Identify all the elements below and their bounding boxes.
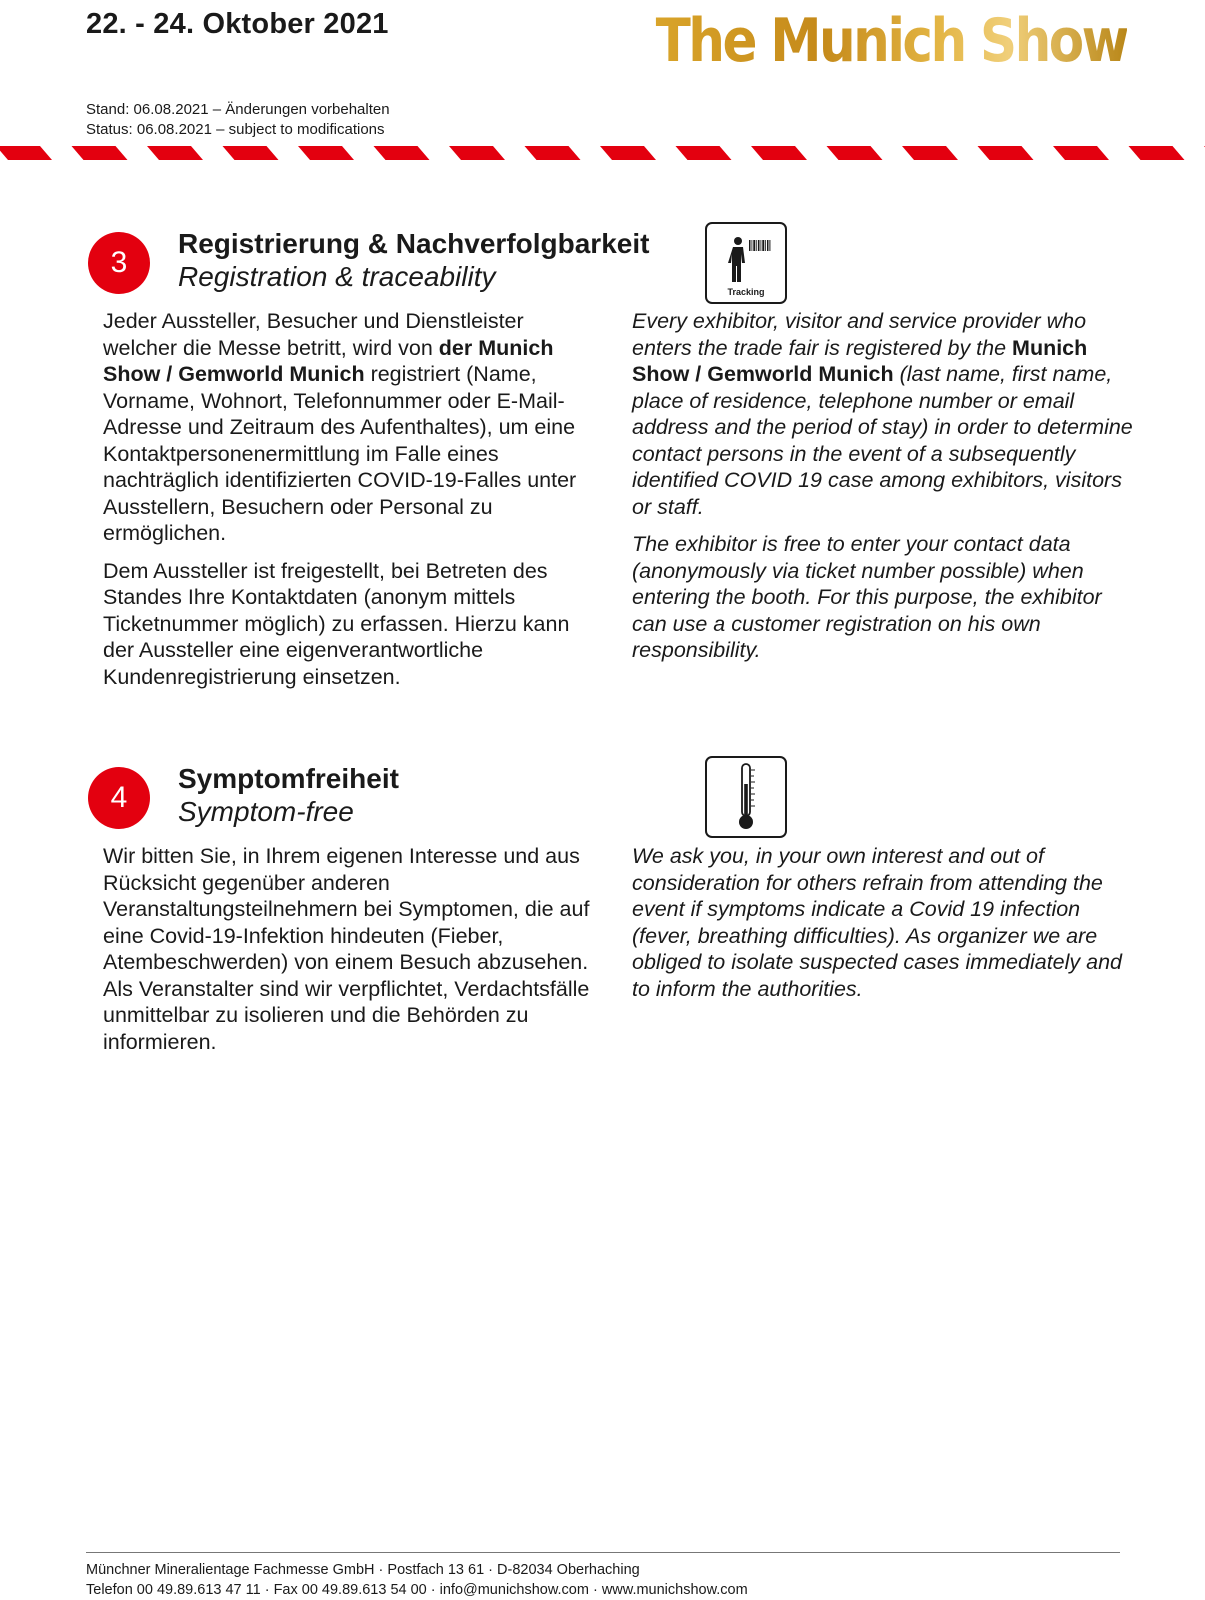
paragraph: Wir bitten Sie, in Ihrem eigenen Interesse und aus Rücksicht gegenüber anderen Veranstaltungsteilnehmern bei Symptomen, die auf eine Covid-19-Infektion hindeuten (Fieber, Atembeschwerden) von einem Besuch abzusehen. Als Veranstalter sind wir verpflichtet, Verdachtsfälle unmittelbar zu isolieren und die Behörden zu informieren. [103, 844, 590, 1054]
section-title-en: Registration & traceability [178, 261, 496, 292]
bold-organizer-name: Munich Show / Gemworld Munich [632, 335, 1088, 386]
event-date: 22. - 24. Oktober 2021 [86, 8, 389, 40]
text-column-en [632, 843, 1142, 1013]
thermometer-icon [705, 756, 787, 838]
footer-contact: Telefon 00 49.89.613 47 11 · Fax 00 49.89.613 54 00 · info@munichshow.com · www.munichshow.com [86, 1582, 748, 1598]
thermometer-pictogram [707, 758, 785, 836]
section-title-de: Registrierung & Nachverfolgbarkeit [178, 228, 650, 259]
footer-address: Münchner Mineralientage Fachmesse GmbH · Postfach 13 61 · D-82034 Oberhaching [86, 1562, 640, 1578]
footer-divider [86, 1552, 1120, 1553]
munich-show-logo: The Munich Show [655, 6, 1127, 76]
bold-organizer-name: der Munich Show / Gemworld Munich [103, 335, 554, 386]
paragraph: Jeder Aussteller, Besucher und Dienstleister welcher die Messe betritt, wird von der Munich Show / Gemworld Munich registriert (Name, Vorname, Wohnort, Telefonnummer oder E-Mail-Adresse und Zeitraum des Aufenthaltes), um eine Kontaktpersonenermittlung im Falle eines nachträglich identifizierten COVID-19-Falles unter Ausstellern, Besuchern oder Personal zu ermöglichen. [103, 309, 577, 545]
status-de: Stand: 06.08.2021 – Änderungen vorbehalten [86, 101, 390, 118]
tracking-icon [705, 222, 787, 304]
section-number-badge: 4 [88, 767, 150, 829]
tracking-label: Tracking [727, 287, 765, 297]
tracking-pictogram [707, 224, 785, 302]
text-column-de [103, 843, 603, 1066]
paragraph: We ask you, in your own interest and out of consideration for others refrain from attending the event if symptoms indicate a Covid 19 infection (fever, breathing difficulties). As organizer we are obliged to isolate suspected cases immediately and to inform the authorities. [632, 844, 1123, 1001]
text-column-en [632, 308, 1142, 675]
paragraph: Every exhibitor, visitor and service provider who enters the trade fair is registered by the Munich Show / Gemworld Munich (last name, first name, place of residence, telephone number or email address and the period of stay) in order to determine contact persons in the event of a subsequently identified COVID 19 case among exhibitors, visitors or staff. [632, 309, 1133, 519]
section-title-en: Symptom-free [178, 796, 354, 827]
paragraph: The exhibitor is free to enter your contact data (anonymously via ticket number possible) when entering the booth. For this purpose, the exhibitor can use a customer registration on his own responsibility. [632, 532, 1102, 662]
red-white-barrier-stripe [0, 146, 1205, 160]
paragraph: Dem Aussteller ist freigestellt, bei Betreten des Standes Ihre Kontaktdaten (anonym mittels Ticketnummer möglich) zu erfassen. Hierzu kann der Aussteller eine eigenverantwortliche Kundenregistrierung einsetzen. [103, 558, 570, 689]
status-en: Status: 06.08.2021 – subject to modifications [86, 121, 385, 138]
footer [86, 1560, 748, 1600]
section-number-badge: 3 [88, 232, 150, 294]
text-column-de [103, 308, 603, 701]
status-note [86, 100, 390, 140]
section-title-de: Symptomfreiheit [178, 763, 399, 794]
